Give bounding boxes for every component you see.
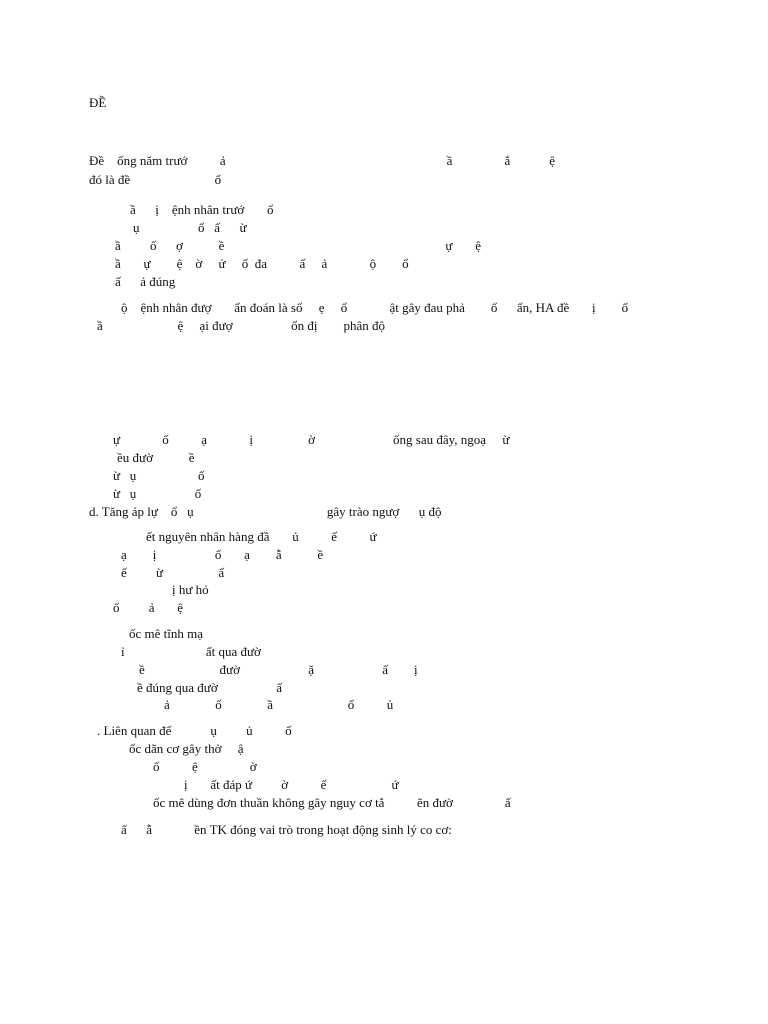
text-line: ốc mê tĩnh mạ (129, 626, 204, 641)
text-line: ề đườ ặ ấ ị (139, 662, 418, 677)
text-line: ỉ ất qua đườ (121, 644, 261, 659)
text-line: d. Tăng áp lự ổ ụ gây trào ngượ ụ độ (89, 504, 442, 519)
text-line: ộ ệnh nhân đượ ẩn đoán là số ẹ ổ ật gây đau phả ổ ẩn, HA đề ị ố (121, 300, 629, 315)
text-line: . Liên quan đế ụ ủ ố (97, 723, 292, 738)
text-line: ụ ổ ấ ừ (133, 220, 247, 235)
text-line: ị hư hỏ (172, 582, 209, 597)
text-line: ề đúng qua đườ ấ (137, 680, 282, 695)
text-line: ấ ả đúng (115, 274, 176, 289)
text-line: ị ất đáp ứ ờ ế ứ (184, 777, 399, 792)
text-line: ự ố ạ ị ờ ống sau đây, ngoạ ừ (113, 432, 510, 447)
text-line: Đề ống năm trướ ả ầ ắ ệ (89, 153, 555, 168)
text-line: ốc mê dùng đơn thuần không gây nguy cơ tắ ẽn đườ ấ (153, 795, 511, 810)
text-line: ầ ự ệ ờ ử ố đa ấ ả ộ ổ (115, 256, 409, 271)
text-line: ốc dãn cơ gây thở ậ (129, 741, 244, 756)
text-line: ầ ị ệnh nhân trướ ổ (130, 202, 274, 217)
text-line: ều đườ ề (117, 450, 195, 465)
text-line: ừ ụ ố (113, 468, 205, 483)
text-line: ầ ệ ại đượ ổn đị phân độ (97, 318, 385, 333)
text-line: ạ ị ố ạ ẫ ề (121, 547, 324, 562)
text-line: đó là đề ố (89, 172, 222, 187)
text-line: ầ ố ợ ề ự ệ (115, 238, 481, 253)
text-line: ết nguyên nhân hàng đầ ủ ế ứ (146, 529, 377, 544)
text-line: ố ệ ờ (153, 759, 257, 774)
text-line: ả ố ầ ố ủ (164, 697, 394, 712)
text-line: ế ừ ấ (121, 565, 225, 580)
text-line: ố ả ệ (113, 600, 184, 615)
text-line: ấ ẫ ền TK đóng vai trò trong hoạt động sinh lý co cơ: (121, 822, 452, 837)
text-line: ừ ụ ố (113, 486, 202, 501)
doc-title: ĐỀ (89, 95, 107, 110)
